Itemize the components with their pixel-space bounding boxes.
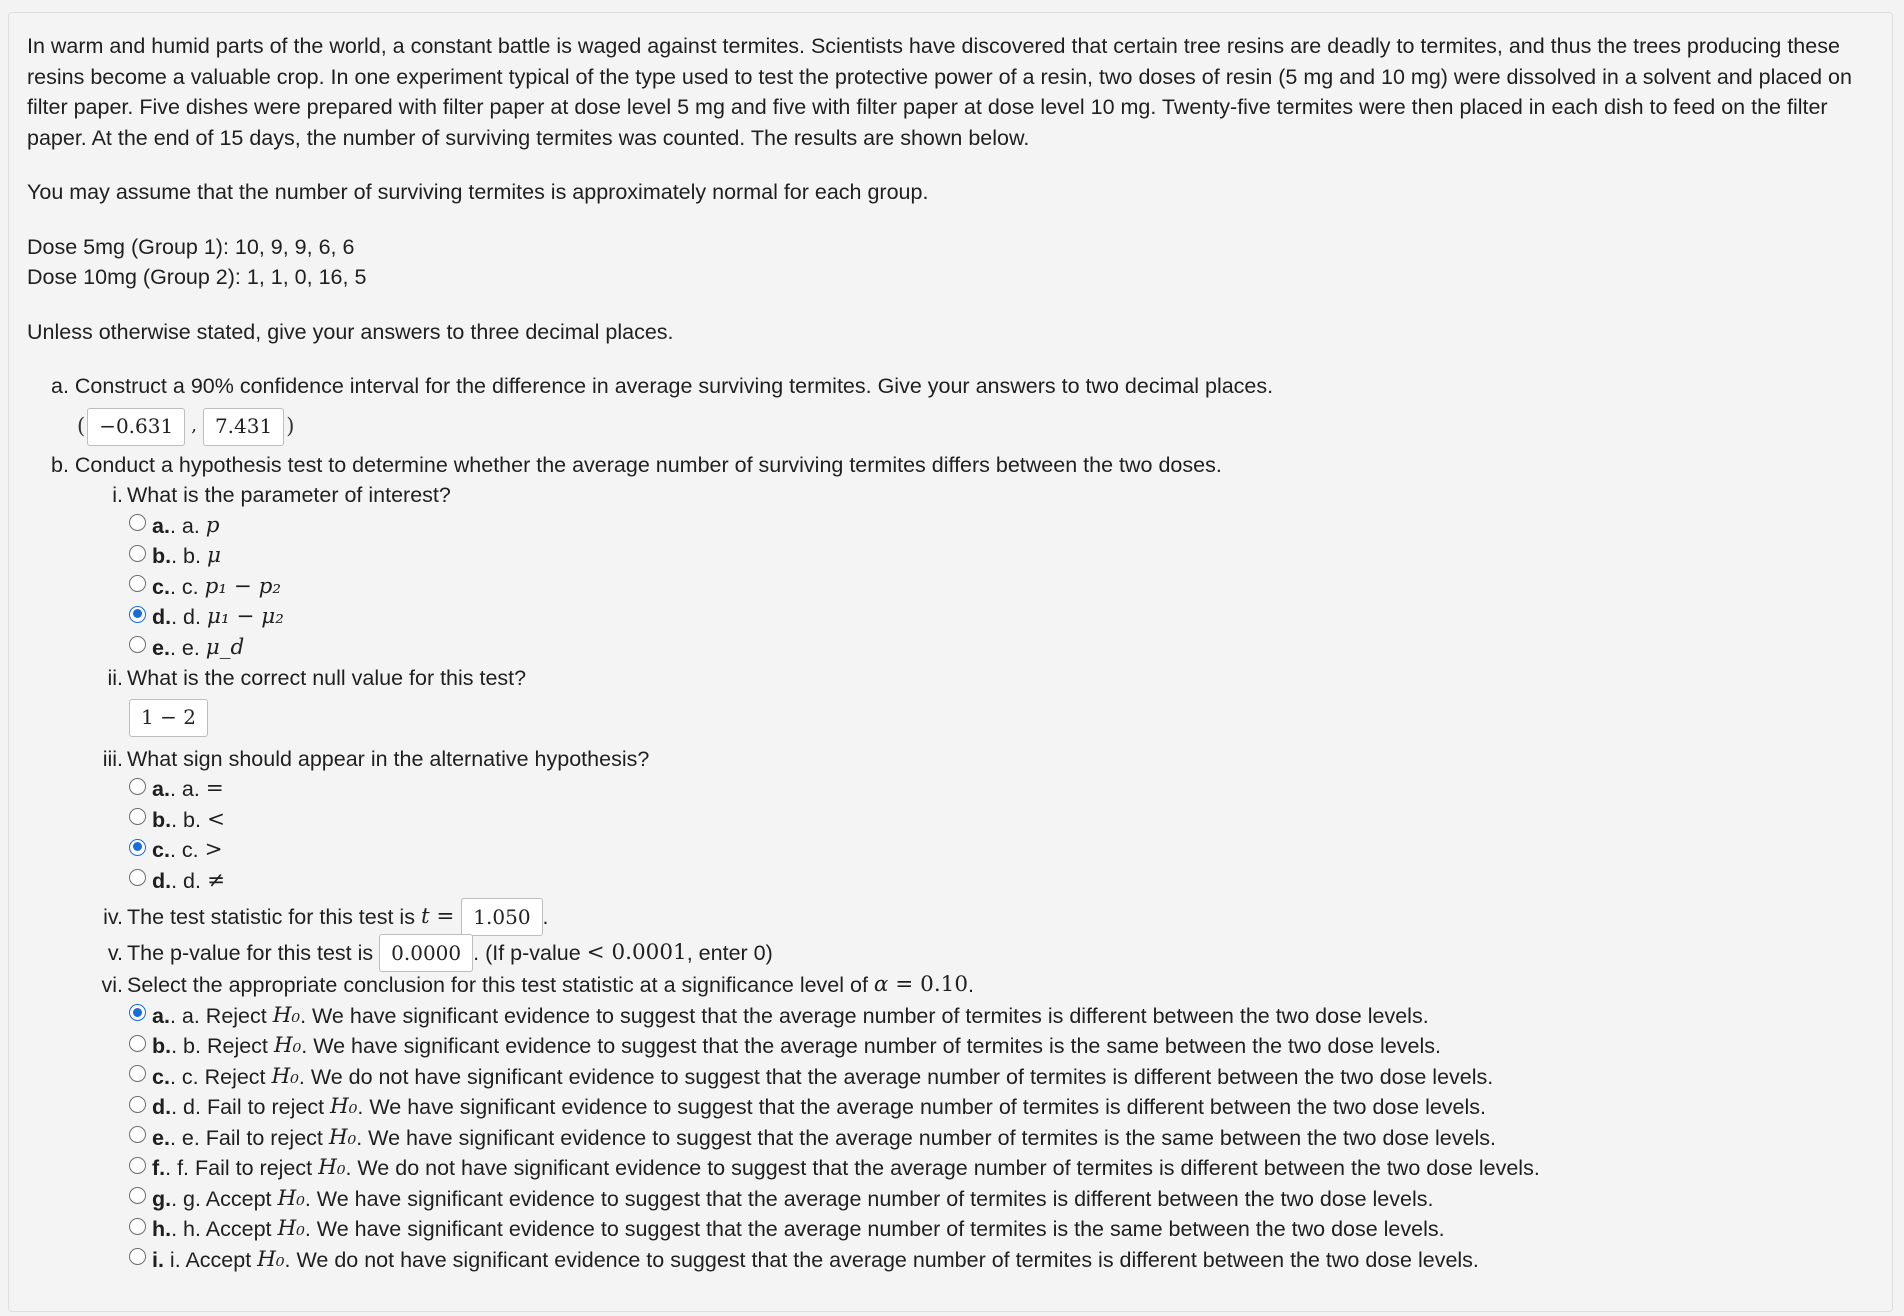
option-text: . We do not have significant evidence to suggest that the average number of termites is different between the two dose levels. <box>284 1247 1479 1272</box>
parameter-options <box>27 511 1872 664</box>
roman-i: i. <box>112 483 123 507</box>
option-key: i. <box>152 1247 164 1272</box>
radio-button[interactable] <box>129 1157 146 1174</box>
group2-data: Dose 10mg (Group 2): 1, 1, 0, 16, 5 <box>27 265 367 289</box>
part-b-question: b. Conduct a hypothesis test to determine whether the average number of surviving termites differs between the two doses. <box>51 452 1222 477</box>
option-key: a. <box>152 1003 170 1028</box>
sign-option[interactable] <box>129 774 1872 805</box>
subquestion-iii <box>27 744 1872 775</box>
option-math: ≠ <box>206 867 225 893</box>
p-value-input[interactable]: 0.0000 <box>379 934 473 972</box>
option-key: e. <box>152 635 170 660</box>
conclusion-options <box>27 1001 1872 1276</box>
group1-data: Dose 5mg (Group 1): 10, 9, 9, 6, 6 <box>27 234 355 259</box>
h0-symbol: H₀ <box>273 1033 302 1058</box>
equals-sign: = <box>429 903 462 929</box>
radio-button[interactable] <box>129 1096 146 1113</box>
question-panel <box>8 12 1893 1312</box>
option-prefix: i. Accept <box>163 1247 258 1272</box>
option-prefix: . e. Fail to reject <box>169 1125 329 1150</box>
less-than-sign: < <box>586 939 605 965</box>
option-text: . We have significant evidence to suggest that the average number of termites is different between the two dose levels. <box>357 1095 1487 1119</box>
period: . <box>542 904 549 929</box>
option-text: . We have significant evidence to suggest that the average number of termites is different between the two dose levels. <box>300 1003 1429 1028</box>
parameter-option[interactable] <box>129 602 1872 633</box>
alpha-value: = 0.10 <box>888 972 969 997</box>
radio-button[interactable] <box>129 1004 146 1021</box>
option-prefix: . d. <box>171 605 207 629</box>
ci-lower-input[interactable]: −0.631 <box>87 408 185 446</box>
conclusion-option[interactable] <box>129 1214 1872 1245</box>
p-value-note: . (If p-value <box>473 940 587 965</box>
null-value-input[interactable]: 1 − 2 <box>129 699 208 737</box>
h0-symbol: H₀ <box>318 1155 346 1180</box>
roman-iv: iv. <box>103 904 123 929</box>
radio-button[interactable] <box>129 1035 146 1052</box>
option-key: b. <box>152 807 172 832</box>
option-key: f. <box>152 1156 166 1180</box>
subquestion-ii <box>27 663 1872 694</box>
radio-button[interactable] <box>129 1126 146 1143</box>
subquestion-iv-text: The test statistic for this test is <box>127 904 415 929</box>
option-key: b. <box>152 544 172 568</box>
option-math: μ <box>206 543 221 568</box>
option-prefix: . b. Reject <box>171 1034 274 1058</box>
option-text: . We do not have significant evidence to suggest that the average number of termites is different between the two dose levels. <box>298 1064 1494 1089</box>
option-math: μ₁ − μ₂ <box>206 604 284 629</box>
option-prefix: . d. <box>171 868 207 893</box>
option-math: μ_d <box>205 634 245 660</box>
conclusion-option[interactable] <box>129 1092 1872 1123</box>
h0-symbol: H₀ <box>330 1094 358 1119</box>
conclusion-option[interactable] <box>129 1062 1872 1093</box>
period: . <box>968 973 974 997</box>
null-value-row <box>27 696 1872 740</box>
option-key: c. <box>152 1064 170 1089</box>
option-math: = <box>205 776 224 801</box>
conclusion-option[interactable] <box>129 1245 1872 1276</box>
t-variable: t <box>420 903 430 929</box>
option-key: g. <box>152 1186 172 1211</box>
option-prefix: . f. Fail to reject <box>165 1156 319 1180</box>
option-text: . We have significant evidence to suggest that the average number of termites is the same between the two dose levels. <box>356 1125 1496 1150</box>
option-text: . We have significant evidence to suggest that the average number of termites is the same between the two dose levels. <box>304 1217 1445 1241</box>
option-key: d. <box>152 1095 172 1119</box>
comma: , <box>191 415 197 437</box>
conclusion-option[interactable] <box>129 1001 1872 1032</box>
subquestion-ii-text: What is the correct null value for this test? <box>127 666 527 690</box>
option-key: d. <box>152 868 172 893</box>
subquestion-v <box>27 932 1872 974</box>
p-value-threshold: 0.0001 <box>604 939 687 965</box>
radio-button[interactable] <box>129 839 146 856</box>
option-text: . We do not have significant evidence to suggest that the average number of termites is different between the two dose levels. <box>345 1156 1540 1180</box>
option-prefix: . d. Fail to reject <box>171 1095 331 1119</box>
option-prefix: . b. <box>171 807 207 832</box>
radio-button[interactable] <box>129 869 146 886</box>
assumption-text: You may assume that the number of surviving termites is approximately normal for each group. <box>27 180 929 204</box>
open-paren: ( <box>77 414 86 439</box>
h0-symbol: H₀ <box>277 1185 305 1211</box>
option-key: e. <box>152 1125 170 1150</box>
conclusion-option[interactable] <box>129 1153 1872 1184</box>
h0-symbol: H₀ <box>328 1124 357 1150</box>
question-content <box>27 31 1872 1275</box>
option-text: . We have significant evidence to suggest that the average number of termites is different between the two dose levels. <box>304 1186 1434 1211</box>
radio-button[interactable] <box>129 636 146 653</box>
close-paren: ) <box>286 414 295 439</box>
conclusion-option[interactable] <box>129 1184 1872 1215</box>
part-a-question: a. Construct a 90% confidence interval for the difference in average surviving termites. Give your answers to two decimal places. <box>51 374 1274 398</box>
instructions-text: Unless otherwise stated, give your answers to three decimal places. <box>27 319 674 344</box>
sign-option[interactable] <box>129 835 1872 866</box>
option-text: . We have significant evidence to suggest that the average number of termites is the same between the two dose levels. <box>301 1034 1441 1058</box>
roman-v: v. <box>107 940 123 965</box>
sign-option[interactable] <box>129 866 1872 897</box>
option-prefix: . g. Accept <box>171 1186 278 1211</box>
radio-button[interactable] <box>129 778 146 795</box>
conclusion-option[interactable] <box>129 1123 1872 1154</box>
option-prefix: . h. Accept <box>171 1217 278 1241</box>
radio-button[interactable] <box>129 808 146 825</box>
subquestion-vi-text: Select the appropriate conclusion for this test statistic at a significance level of <box>127 973 874 997</box>
parameter-option[interactable] <box>129 572 1872 603</box>
option-prefix: . c. <box>169 838 205 862</box>
subquestion-i-text: What is the parameter of interest? <box>127 483 451 507</box>
option-prefix: . c. Reject <box>169 1064 272 1089</box>
alpha-symbol: α <box>873 972 889 997</box>
subquestion-i <box>27 480 1872 511</box>
test-statistic-input[interactable]: 1.050 <box>461 898 542 936</box>
option-prefix: . a. <box>169 513 206 538</box>
radio-button[interactable] <box>129 1065 146 1082</box>
roman-ii: ii. <box>107 666 123 690</box>
option-math: p₁ − p₂ <box>204 573 282 599</box>
h0-symbol: H₀ <box>277 1216 305 1241</box>
radio-button[interactable] <box>129 1218 146 1235</box>
option-prefix: . a. Reject <box>169 1003 273 1028</box>
ci-upper-input[interactable]: 7.431 <box>203 408 284 446</box>
option-key: a. <box>152 513 170 538</box>
sign-option[interactable] <box>129 805 1872 836</box>
subquestion-vi <box>27 970 1872 1001</box>
p-value-note-end: , enter 0) <box>686 940 773 965</box>
radio-button[interactable] <box>129 1187 146 1204</box>
conclusion-option[interactable] <box>129 1031 1872 1062</box>
radio-button[interactable] <box>129 514 146 531</box>
option-math: > <box>204 837 223 862</box>
option-key: d. <box>152 605 172 629</box>
option-math: p <box>205 512 220 538</box>
option-prefix: . a. <box>169 777 206 801</box>
h0-symbol: H₀ <box>257 1246 285 1272</box>
option-math: < <box>206 806 225 832</box>
radio-button[interactable] <box>129 575 146 592</box>
h0-symbol: H₀ <box>271 1063 299 1089</box>
roman-iii: iii. <box>102 746 123 771</box>
radio-button[interactable] <box>129 545 146 562</box>
option-key: c. <box>152 838 170 862</box>
subquestion-iii-text: What sign should appear in the alternative hypothesis? <box>127 746 650 771</box>
option-prefix: . e. <box>169 635 206 660</box>
option-prefix: . c. <box>169 574 205 599</box>
option-key: b. <box>152 1034 172 1058</box>
roman-vi: vi. <box>101 973 123 997</box>
subquestion-v-text: The p-value for this test is <box>127 940 380 965</box>
sign-options <box>27 774 1872 896</box>
option-prefix: . b. <box>171 544 207 568</box>
parameter-option[interactable] <box>129 511 1872 542</box>
intro-paragraph: In warm and humid parts of the world, a constant battle is waged against termites. Scientists have discovered that certain tree resins are deadly to termites, and thus the trees producing these resins become a valuable crop. In one experiment typical of the type used to test the protective power of a resin, two doses of resin (5 mg and 10 mg) were dissolved in a solvent and placed on filter paper. Five dishes were prepared with filter paper at dose level 5 mg and five with filter paper at dose level 10 mg. Twenty-five termites were then placed in each dish to feed on the filter paper. At the end of 15 days, the number of surviving termites was counted. The results are shown below. <box>27 34 1852 150</box>
parameter-option[interactable] <box>129 541 1872 572</box>
parameter-option[interactable] <box>129 633 1872 664</box>
radio-button[interactable] <box>129 606 146 623</box>
radio-button[interactable] <box>129 1248 146 1265</box>
h0-symbol: H₀ <box>272 1002 301 1028</box>
option-key: c. <box>152 574 170 599</box>
part-a-answer-row <box>27 406 1872 448</box>
option-key: a. <box>152 777 170 801</box>
option-key: h. <box>152 1217 172 1241</box>
